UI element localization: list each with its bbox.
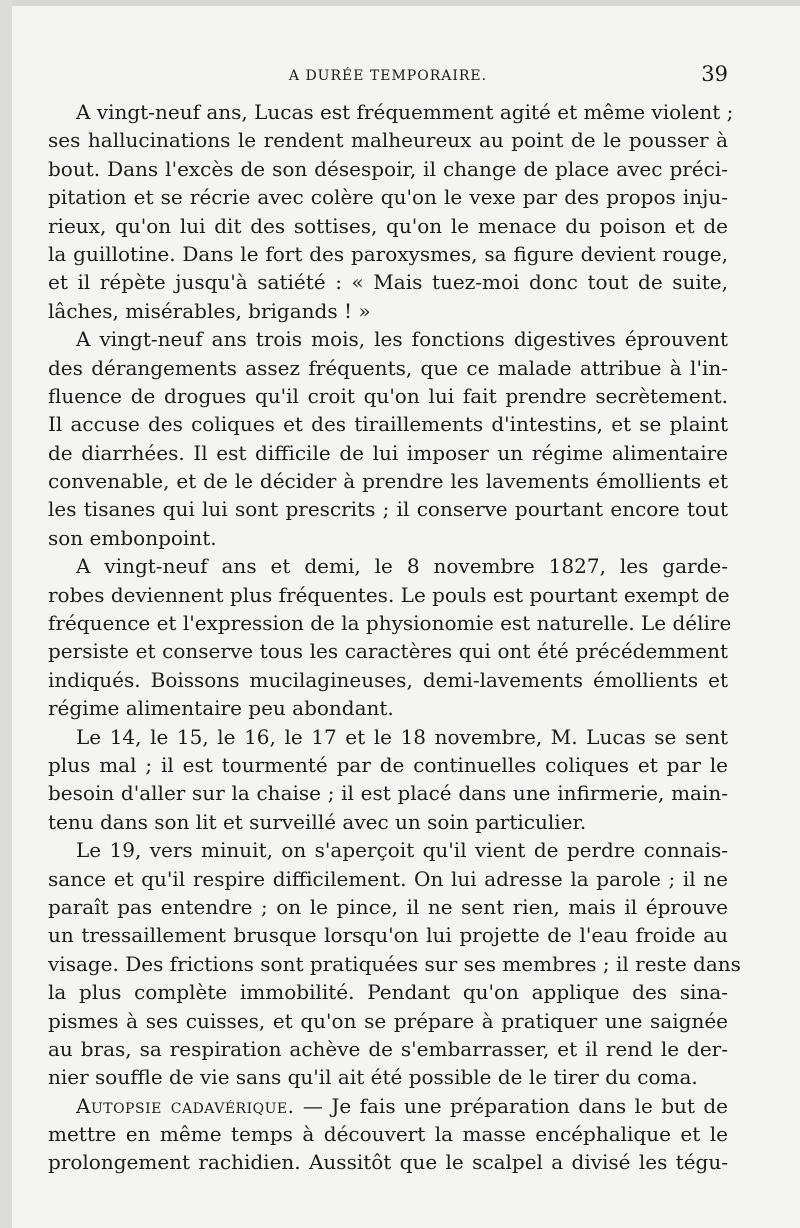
- text-line: paraît pas entendre ; on le pince, il ne sent rien, mais il éprouve: [48, 894, 728, 919]
- running-title: A DURÉE TEMPORAIRE.: [288, 68, 488, 84]
- text-line: Le 14, le 15, le 16, le 17 et le 18 novembre, M. Lucas se sent: [76, 724, 728, 749]
- text-line: des dérangements assez fréquents, que ce malade attribue à l'in-: [48, 355, 728, 380]
- text-line: bout. Dans l'excès de son désespoir, il change de place avec préci-: [48, 156, 728, 181]
- page-header: [48, 62, 728, 88]
- text-line: pismes à ses cuisses, et qu'on se prépare à pratiquer une saignée: [48, 1008, 728, 1033]
- text-line: Le 19, vers minuit, on s'aperçoit qu'il vient de perdre connais-: [76, 838, 728, 863]
- text-line: convenable, et de le décider à prendre les lavements émollients et: [48, 469, 728, 494]
- text-line: tenu dans son lit et surveillé avec un soin particulier.: [48, 809, 587, 834]
- text-line: robes deviennent plus fréquentes. Le pouls est pourtant exempt de: [48, 582, 730, 607]
- text-line: visage. Des frictions sont pratiquées sur ses membres ; il reste dans: [48, 951, 741, 976]
- text-line: lâches, misérables, brigands ! »: [48, 298, 371, 323]
- text-line: A vingt-neuf ans et demi, le 8 novembre 1827, les garde-: [76, 554, 728, 579]
- page-left-edge: [0, 0, 12, 1228]
- text-line: A vingt-neuf ans trois mois, les fonctions digestives éprouvent: [76, 327, 728, 352]
- text-line: plus mal ; il est tourmenté par de continuelles coliques et par le: [48, 752, 728, 777]
- autopsy-heading: Autopsie cadavérique.: [76, 1093, 295, 1118]
- text-line: régime alimentaire peu abondant.: [48, 696, 394, 721]
- autopsy-first-line: [48, 1092, 728, 1120]
- text-line: Il accuse des coliques et des tiraillements d'intestins, et se plaint: [48, 412, 728, 437]
- text-line: fluence de drogues qu'il croit qu'on lui fait prendre secrètement.: [48, 383, 728, 408]
- text-line: un tressaillement brusque lorsqu'on lui projette de l'eau froide au: [48, 923, 728, 948]
- text-line: sance et qu'il respire difficilement. On lui adresse la parole ; il ne: [48, 866, 728, 891]
- text-line: son embonpoint.: [48, 525, 217, 550]
- text-line: prolongement rachidien. Aussitôt que le scalpel a divisé les tégu-: [48, 1150, 728, 1175]
- text-line: la plus complète immobilité. Pendant qu'on applique des sina-: [48, 980, 728, 1005]
- text-line: de diarrhées. Il est difficile de lui imposer un régime alimentaire: [48, 440, 728, 465]
- page-top-edge: [0, 0, 800, 6]
- text-line: fréquence et l'expression de la physionomie est naturelle. Le délire: [48, 611, 732, 636]
- text-line: pitation et se récrie avec colère qu'on le vexe par des propos inju-: [48, 185, 728, 210]
- text-line: la guillotine. Dans le fort des paroxysmes, sa figure devient rouge,: [48, 241, 728, 266]
- text-line: nier souffle de vie sans qu'il ait été possible de le tirer du coma.: [48, 1065, 698, 1090]
- text-line: au bras, sa respiration achève de s'embarrasser, et il rend le der-: [48, 1036, 728, 1061]
- autopsy-first-line-text: — Je fais une préparation dans le but de: [294, 1093, 728, 1118]
- text-line: les tisanes qui lui sont prescrits ; il conserve pourtant encore tout: [48, 497, 728, 522]
- body-text: [48, 98, 741, 1177]
- text-line: besoin d'aller sur la chaise ; il est placé dans une infirmerie, main-: [48, 781, 728, 806]
- text-line: mettre en même temps à découvert la masse encéphalique et le: [48, 1122, 728, 1147]
- text-line: A vingt-neuf ans, Lucas est fréquemment agité et même violent ;: [76, 100, 734, 124]
- text-line: indiqués. Boissons mucilagineuses, demi-lavements émollients et: [48, 667, 728, 692]
- text-line: persiste et conserve tous les caractères qui ont été précédemment: [48, 639, 728, 664]
- text-line: et il répète jusqu'à satiété : « Mais tuez-moi donc tout de suite,: [48, 270, 728, 295]
- text-line: rieux, qu'on lui dit des sottises, qu'on le menace du poison et de: [48, 213, 728, 238]
- text-line: ses hallucinations le rendent malheureux au point de le pousser à: [48, 128, 728, 153]
- page-number: 39: [701, 62, 728, 86]
